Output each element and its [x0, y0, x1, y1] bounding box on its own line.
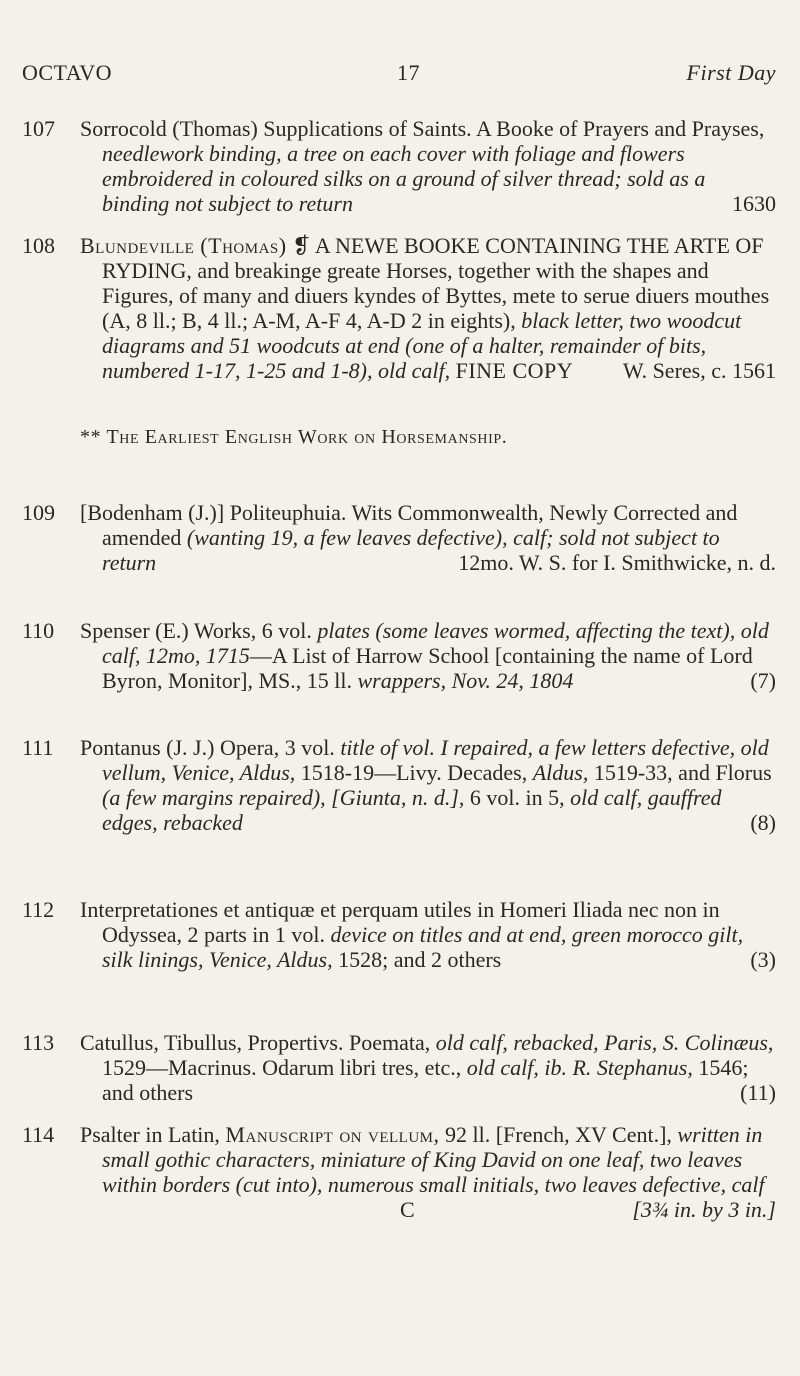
lot-count: (8): [750, 810, 776, 835]
lot-entry: [22, 1122, 776, 1222]
page-header: [22, 60, 776, 90]
lot-entry: [22, 1030, 776, 1105]
lot-number: 113: [22, 1030, 55, 1055]
lot-author: Interpretationes et antiquæ et perquam utiles in Homeri Iliada nec non in Odyssea,: [80, 897, 720, 947]
header-sale-day: First Day: [686, 60, 776, 85]
lot-author: Catullus, Tibullus, Propertivs.: [80, 1030, 344, 1055]
lot-author: Psalter in Latin,: [80, 1122, 220, 1147]
lot-entry: [22, 618, 776, 693]
lot-number: 112: [22, 897, 55, 922]
lot-author: [Bodenham (J.)]: [80, 500, 225, 525]
lot-entry: [22, 735, 776, 835]
lot-entry: [22, 500, 776, 575]
paragraph-mark-icon: ❡: [292, 233, 311, 258]
lot-number: 107: [22, 116, 55, 141]
lot-entry: [22, 233, 776, 383]
lot-entry: [22, 116, 776, 216]
lot-author: Blundeville (Thomas): [80, 233, 287, 258]
lot-number: 111: [22, 735, 54, 760]
lot-description: Spenser (E.) Works, 6 vol. plates (some leaves wormed, affecting the text), old calf, 12mo, 1715—A List of Harrow School [containing the name of Lord Byron, Monitor], MS., 15 ll. wrappers, Nov. 24, 1804 (7): [80, 618, 776, 693]
header-format: OCTAVO: [22, 60, 113, 85]
lot-description: Blundeville (Thomas) ❡ A NEWE BOOKE CONTAINING THE ARTE OF RYDING, and breakinge greate Horses, together with the shapes and Figures, of many and diuers kyndes of Byttes, mete to serue diuers mouthes (A, 8 ll.; B, 4 ll.; A-M, A-F 4, A-D 2 in eights), black letter, two woodcut diagrams and 51 woodcuts at end (one of a halter, remainder of bits, numbered 1-17, 1-25 and 1-8), old calf, FINE COPY W. Seres, c. 1561: [80, 233, 776, 383]
lot-number: 110: [22, 618, 55, 643]
lot-count: (11): [740, 1080, 776, 1105]
lot-description: Interpretationes et antiquæ et perquam utiles in Homeri Iliada nec non in Odyssea, 2 parts in 1 vol. device on titles and at end, green morocco gilt, silk linings, Venice, Aldus, 1528; and 2 others (3): [80, 897, 776, 972]
lot-number: 109: [22, 500, 55, 525]
lot-count: (3): [750, 947, 776, 972]
lot-description: Sorrocold (Thomas) Supplications of Saints. A Booke of Prayers and Prayses, needlework binding, a tree on each cover with foliage and flowers embroidered in coloured silks on a ground of silver thread; sold as a binding not subject to return 1630: [80, 116, 776, 216]
page-number: 17: [397, 60, 420, 85]
lot-dimensions: [3¾ in. by 3 in.]: [632, 1197, 776, 1222]
lot-note: ** The Earliest English Work on Horsemanship.: [80, 426, 508, 448]
lot-imprint: 12mo. W. S. for I. Smithwicke, n. d.: [458, 550, 776, 575]
lot-description: [Bodenham (J.)] Politeuphuia. Wits Commonwealth, Newly Corrected and amended (wanting 19, a few leaves defective), calf; sold not subject to return 12mo. W. S. for I. Smithwicke, n. d.: [80, 500, 776, 575]
lot-description: Pontanus (J. J.) Opera, 3 vol. title of vol. I repaired, a few letters defective, old vellum, Venice, Aldus, 1518-19—Livy. Decades, Aldus, 1519-33, and Florus (a few margins repaired), [Giunta, n. d.], 6 vol. in 5, old calf, gauffred edges, rebacked (8): [80, 735, 776, 835]
lot-number: 108: [22, 233, 55, 258]
lot-number: 114: [22, 1122, 55, 1147]
lot-imprint: W. Seres, c. 1561: [622, 358, 776, 383]
lot-author: Sorrocold (Thomas): [80, 116, 258, 141]
lot-description: Catullus, Tibullus, Propertivs. Poemata, old calf, rebacked, Paris, S. Colinæus, 1529—Macrinus. Odarum libri tres, etc., old calf, ib. R. Stephanus, 1546; and others (11): [80, 1030, 776, 1105]
lot-count: (7): [750, 668, 776, 693]
lot-entry: [22, 897, 776, 972]
lot-author: Spenser (E.): [80, 618, 189, 643]
lot-author: Pontanus (J. J.): [80, 735, 215, 760]
lot-date: 1630: [732, 191, 776, 216]
lot-description: Psalter in Latin, Manuscript on vellum, 92 ll. [French, XV Cent.], written in small gothic characters, miniature of King David on one leaf, two leaves within borders (cut into), numerous small initials, two leaves defective, calf [3¾ in. by 3 in.] C: [80, 1122, 776, 1222]
